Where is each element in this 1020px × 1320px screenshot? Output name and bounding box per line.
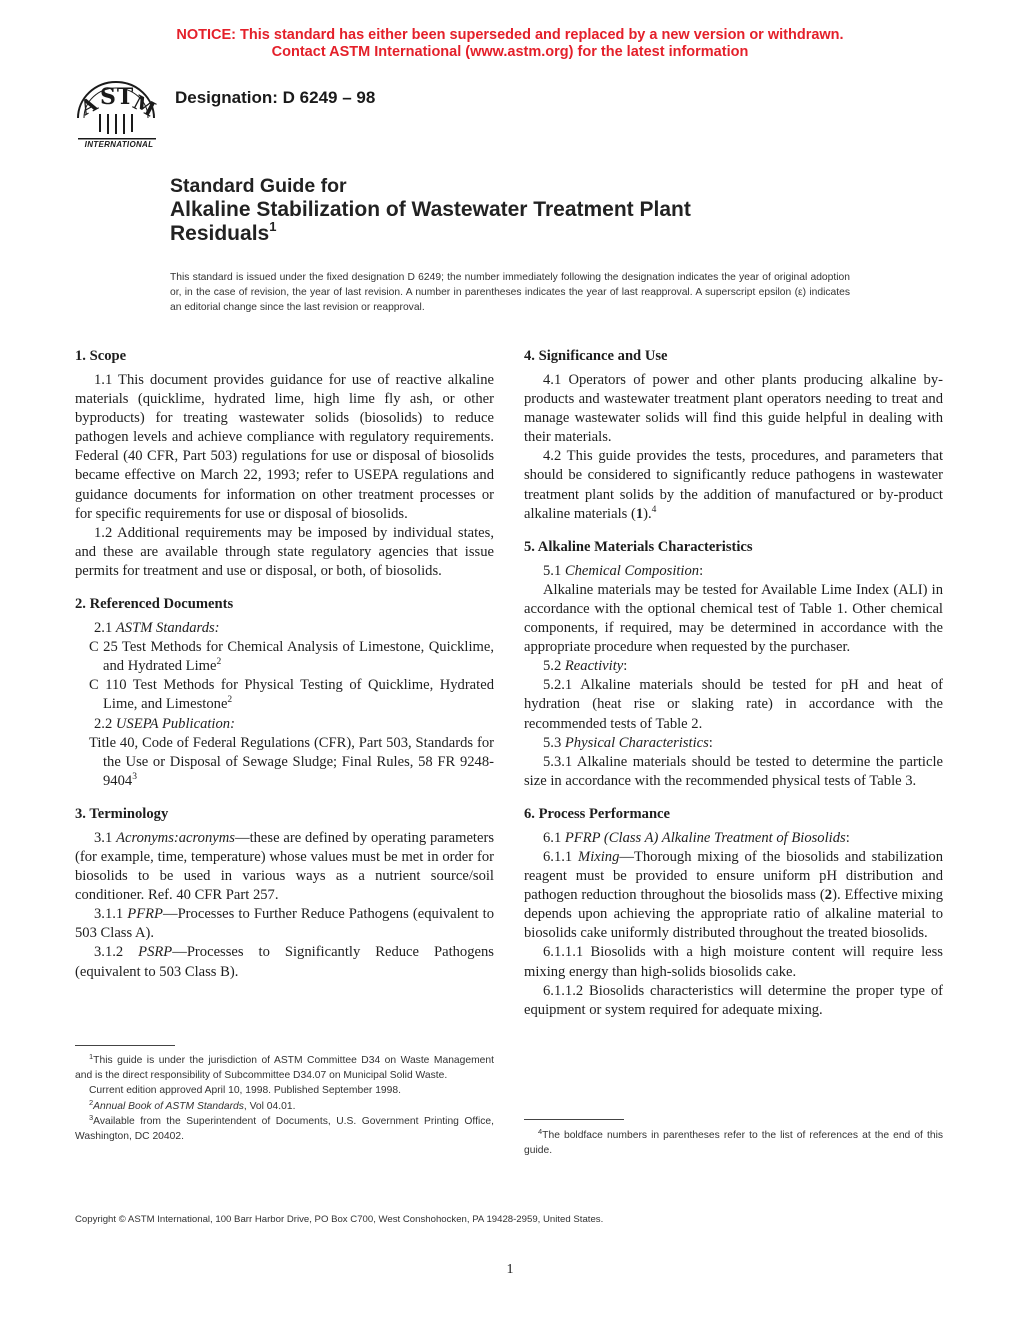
footnote-title: Annual Book of ASTM Standards — [93, 1100, 244, 1112]
paragraph-number: 5.1 — [543, 562, 565, 579]
term: PSRP — [138, 944, 173, 961]
paragraph-number: 5.2 — [543, 658, 565, 675]
svg-text:S: S — [100, 84, 116, 110]
paragraph-1-1: 1.1 This document provides guidance for use of reactive alkaline materials (quicklime, hydrated lime, high lime fly ash, or other byproducts) for treating wastewater solids (biosolids) to reduce pathogen levels and achieve compliance with regulatory requirements. Federal (40 CFR, Part 503) regulations for use or disposal of biosolids became effective on March 22, 1993; refer to USEPA regulations and guidance documents for information on other treatment processes or for specific requirements for use or disposal of biosolids. — [75, 372, 494, 522]
notice-line-1: NOTICE: This standard has either been superseded and replaced by a new version or withdrawn. — [176, 27, 844, 43]
footnote-mark: 4 — [651, 504, 657, 515]
astm-logo-icon — [70, 72, 162, 152]
term: Mixing — [578, 848, 620, 865]
term: PFRP — [127, 906, 163, 923]
footnotes-right — [524, 1128, 943, 1158]
reference-c25 — [75, 638, 494, 676]
section-heading-referenced-documents: 2. Referenced Documents — [75, 596, 234, 613]
term: Acronyms:acronyms — [116, 829, 235, 846]
footnote-divider-left — [75, 1045, 175, 1046]
footnotes-left — [75, 1053, 494, 1144]
definition: —these are defined by operating parameters (for example, time, temperature) whose values must be met in order for biosolids to be used in various ways as a nutrient source/soil conditioner. Ref. 40 CFR Part 257. — [75, 829, 494, 904]
paragraph-3-1-1 — [75, 905, 494, 943]
section-heading-terminology: 3. Terminology — [75, 805, 169, 822]
footnote-text: Available from the Superintendent of Documents, U.S. Government Printing Office, Washington, DC 20402. — [75, 1115, 494, 1143]
reference-title-40 — [75, 734, 494, 791]
title-line-3-text: Residuals — [170, 222, 270, 245]
footnote-mark: 3 — [89, 1112, 94, 1122]
title-footnote-mark: 1 — [269, 219, 277, 234]
footnote-edition: Current edition approved April 10, 1998. Published September 1998. — [89, 1085, 401, 1097]
colon: : — [708, 734, 713, 751]
reference-text: C 25 Test Methods for Chemical Analysis of Limestone, Quicklime, and Hydrated Lime — [89, 639, 494, 675]
footnote-1 — [75, 1053, 494, 1083]
paragraph-5-2 — [524, 657, 943, 676]
definition: —Processes to Significantly Reduce Pathogens (equivalent to 503 Class B). — [75, 944, 494, 980]
svg-text:M: M — [128, 90, 160, 122]
paragraph-number: 6.1 — [543, 829, 565, 846]
paragraph-text: —Thorough mixing of the biosolids and stabilization reagent must be provided to ensure uniform pH distribution and pathogen reduction throughout the biosolids mass ( — [524, 848, 943, 904]
paragraph-4-2 — [524, 447, 943, 523]
svg-text:A: A — [76, 91, 102, 121]
paragraph-number: 3.1.1 — [94, 906, 128, 923]
paragraph-text: ). Effective mixing depends upon achieving the appropriate ratio of alkaline material to biosolids cake uniformly distributed throughout the treated biosolids. — [524, 887, 943, 942]
title-line-3 — [170, 219, 691, 246]
footnote-mark: 2 — [216, 657, 222, 668]
reference-c110 — [75, 676, 494, 714]
footnote-2 — [75, 1099, 494, 1114]
paragraph-5-3-1: 5.3.1 Alkaline materials should be tested to determine the particle size in accordance with the recommended physical tests of Table 3. — [524, 753, 943, 789]
paragraph-5-1 — [524, 562, 943, 581]
footnote-mark: 4 — [538, 1127, 543, 1136]
paragraph-3-1 — [75, 829, 494, 905]
paragraph-text: ). — [643, 505, 652, 522]
colon: : — [845, 829, 850, 846]
left-column — [75, 347, 494, 982]
footnote-mark: 2 — [227, 695, 233, 706]
paragraph-number: 3.1.2 — [94, 944, 139, 961]
paragraph-5-2-1: 5.2.1 Alkaline materials should be tested for pH and heat of hydration (heat rise or slaking rate) in accordance with the recommended tests of Table 2. — [524, 677, 943, 732]
copyright: Copyright © ASTM International, 100 Barr Harbor Drive, PO Box C700, West Conshohocken, PA 19428-2959, United States. — [75, 1214, 604, 1225]
footnote-text: , Vol 04.01. — [243, 1100, 296, 1112]
paragraph-label: Chemical Composition — [564, 562, 700, 579]
paragraph-1-2: 1.2 Additional requirements may be imposed by individual states, and these are available through state regulatory agencies that issue permits for treatment and use or disposal, or both, of biosolids. — [75, 524, 494, 579]
paragraph-6-1-1-2: 6.1.1.2 Biosolids characteristics will determine the proper type of equipment or system required for adequate mixing. — [524, 982, 943, 1018]
paragraph-number: 2.2 — [94, 715, 116, 732]
reference-number: 2 — [824, 887, 833, 904]
paragraph-5-3 — [524, 734, 943, 753]
footnote-text: This guide is under the jurisdiction of ASTM Committee D34 on Waste Management and is the direct responsibility of Subcommittee D34.07 on Municipal Solid Waste. — [75, 1055, 494, 1082]
reference-text: Title 40, Code of Federal Regulations (CFR), Part 503, Standards for the Use or Disposal of Sewage Sludge; Final Rules, 58 FR 9248-9404 — [89, 734, 494, 789]
paragraph-number: 6.1.1 — [543, 848, 579, 865]
logo-caption: INTERNATIONAL — [84, 140, 154, 149]
reference-number: 1 — [635, 505, 644, 522]
paragraph-label: PFRP (Class A) Alkaline Treatment of Biosolids — [564, 829, 846, 846]
colon: : — [623, 658, 628, 675]
footnote-divider-right — [524, 1119, 624, 1120]
page-number: 1 — [506, 1262, 514, 1277]
title-line-1: Standard Guide for — [170, 175, 347, 197]
footnote-mark: 1 — [89, 1052, 94, 1061]
paragraph-label: Physical Characteristics — [564, 734, 709, 751]
footnote-3 — [75, 1114, 494, 1144]
designation: Designation: D 6249 – 98 — [175, 88, 376, 107]
notice-line-2: Contact ASTM International (www.astm.org) for the latest information — [271, 44, 749, 60]
svg-text:T: T — [116, 84, 134, 110]
paragraph-label: USEPA Publication: — [115, 715, 235, 732]
paragraph-6-1-1-1: 6.1.1.1 Biosolids with a high moisture content will require less mixing energy than high-solids biosolids cake. — [524, 944, 943, 980]
paragraph-4-1: 4.1 Operators of power and other plants producing alkaline by-products and wastewater treatment plant operators needing to treat and manage wastewater solids will find this guide helpful in dealing with their materials. — [524, 372, 943, 446]
paragraph-6-1-1 — [524, 848, 943, 943]
paragraph-2-2 — [75, 715, 494, 734]
footnote-mark: 3 — [132, 771, 137, 782]
preamble: This standard is issued under the fixed designation D 6249; the number immediately following the designation indicates the year of original adoption or, in the case of revision, the year of last revision. A number in parentheses indicates the year of last reapproval. A superscript epsilon (ε) indicates an editorial change since the last revision or reapproval. — [170, 272, 850, 314]
footnote-text: The boldface numbers in parentheses refer to the list of references at the end of this guide. — [524, 1130, 943, 1157]
reference-text: C 110 Test Methods for Physical Testing of Quicklime, Hydrated Lime, and Limestone — [89, 677, 494, 713]
superseded-notice — [0, 27, 1020, 61]
paragraph-label: Reactivity — [564, 658, 624, 675]
definition: —Processes to Further Reduce Pathogens (equivalent to 503 Class A). — [75, 906, 494, 942]
paragraph-3-1-2 — [75, 943, 494, 981]
paragraph-label: ASTM Standards: — [115, 620, 220, 637]
paragraph-number: 2.1 — [94, 620, 116, 637]
section-heading-alkaline-materials: 5. Alkaline Materials Characteristics — [524, 538, 753, 555]
footnote-4 — [524, 1128, 943, 1158]
title-line-2: Alkaline Stabilization of Wastewater Treatment Plant — [170, 198, 691, 221]
paragraph-2-1 — [75, 619, 494, 638]
section-heading-significance: 4. Significance and Use — [524, 348, 668, 364]
right-column — [524, 347, 943, 1020]
paragraph-number: 5.3 — [543, 734, 565, 751]
section-heading-scope: 1. Scope — [75, 348, 127, 364]
footnote-mark: 2 — [89, 1097, 94, 1107]
paragraph-6-1 — [524, 829, 943, 848]
section-heading-process-performance: 6. Process Performance — [524, 805, 671, 822]
paragraph-text: 4.2 This guide provides the tests, procedures, and parameters that should be considered to significantly reduce pathogens in wastewater treatment plant solids by the addition of manufactured or by-product alkaline materials ( — [524, 448, 943, 522]
paragraph-5-1-text: Alkaline materials may be tested for Available Lime Index (ALI) in accordance with the optional chemical test of Table 1. Other chemical components, if required, may be determined in accordance with the appropriate procedure when requested by the purchaser. — [524, 581, 943, 656]
paragraph-number: 3.1 — [94, 829, 117, 846]
document-title — [170, 174, 691, 246]
colon: : — [699, 562, 704, 579]
